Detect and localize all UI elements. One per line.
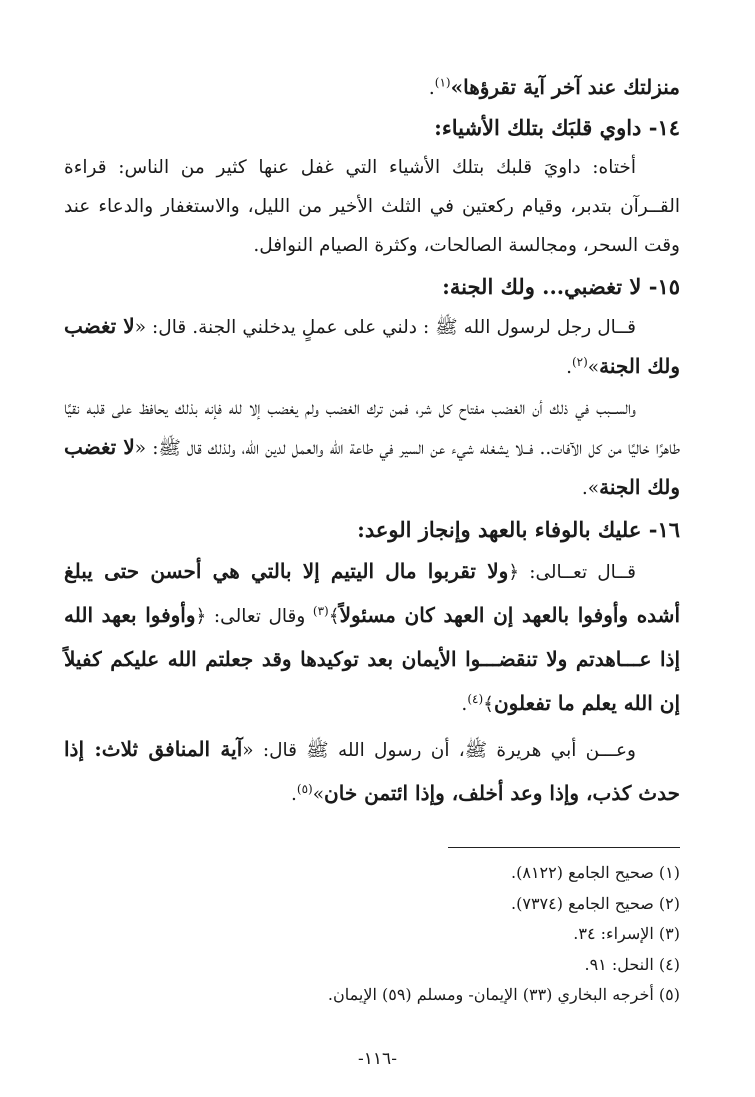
explanation-text: والســبب في ذلك أن الغضب مفتاح كل شر، فمن ترك الغضب ولم يغضب إلا لله فإنه بذلك يحافظ على قلبه نقيًا طاهرًا خاليًا من كل الآفات.. فــلا يشغله شيء عن السير في طاعة الله والعمل لدين الله، ولذلك قال ﷺ: « — [64, 398, 680, 459]
footnote-ref-3: (٣) — [312, 603, 329, 618]
footnote-ref-4: (٤) — [467, 691, 484, 706]
page-body — [64, 68, 680, 818]
verse-intro-2: وقال تعالى: ﴿ — [195, 606, 313, 627]
hadith-intro-text: قــال رجل لرسول الله ﷺ : دلني على عملٍ يدخلني الجنة. قال: « — [134, 317, 636, 338]
section-15-paragraph-1: قــال رجل لرسول الله ﷺ : دلني على عملٍ يدخلني الجنة. قال: «لا تغضب ولك الجنة»$^{(٢)}$. — [64, 314, 680, 378]
quote-close-2: ». — [581, 478, 600, 499]
intro-line: منزلتك عند آخر آية تقرؤها»$^{(١)}$. — [428, 75, 680, 99]
verse-2-bold: وأوفوا بعهد الله إذا عـــاهدتم ولا تنقضـــوا الأيمان بعد توكيدها وقد جعلتم الله عليكم كفيلاً إن الله يعلم ما تفعلون — [64, 603, 680, 715]
section-14-heading: ١٤- داوي قلبَك بتلك الأشياء: — [434, 115, 680, 140]
hadith-repeat-bold: لا تغضب ولك الجنة — [64, 435, 680, 499]
footnote-3: (٣) الإسراء: ٣٤. — [573, 924, 680, 943]
page-number: -١١٦- — [358, 1049, 397, 1069]
intro-text: منزلتك عند آخر آية تقرؤها» — [450, 75, 680, 99]
footnote-ref-1: (١) — [434, 75, 451, 90]
footnote-1: (١) صحيح الجامع (٨١٢٢). — [511, 863, 680, 882]
verse-2-close: ﴾ — [483, 694, 494, 715]
footnote-2: (٢) صحيح الجامع (٧٣٧٤). — [511, 893, 680, 913]
section-15-heading: ١٥- لا تغضبي... ولك الجنة: — [442, 274, 680, 299]
section-16-heading: ١٦- عليك بالوفاء بالعهد وإنجاز الوعد: — [357, 517, 680, 542]
hadith-2-close: » — [312, 784, 325, 805]
quote-close: » — [587, 357, 600, 378]
hadith-2-bold: آية المنافق ثلاث: إذا حدث كذب، وإذا وعد أخلف، وإذا ائتمن خان — [64, 737, 680, 805]
section-16-paragraph-1: قــال تعــالى: ﴿ولا تقربوا مال اليتيم إلا بالتي هي أحسن حتى يبلغ أشده وأوفوا بالعهد إن العهد كان مسئولاً﴾$^{(٣)}$ وقال تعالى: ﴿وأوفوا بعهد الله إذا عـــاهدتم ولا تنقضـــوا الأيمان بعد توكيدها وقد جعلتم الله عليكم كفيلاً إن الله يعلم ما تفعلون﴾$^{(٤)}$. — [64, 559, 680, 715]
section-16-paragraph-2: وعـــن أبي هريرة ﷺ، أن رسول الله ﷺ قال: «آية المنافق ثلاث: إذا حدث كذب، وإذا وعد أخلف، وإذا ائتمن خان»$^{(٥)}$. — [64, 737, 680, 805]
footnote-ref-2: (٢) — [571, 354, 588, 369]
footnote-5: (٥) أخرجه البخاري (٣٣) الإيمان- ومسلم (٥٩) الإيمان. — [327, 985, 680, 1004]
hadith-2-intro: وعـــن أبي هريرة ﷺ، أن رسول الله ﷺ قال: « — [242, 740, 636, 761]
verse-1-bold: ولا تقربوا مال اليتيم إلا بالتي هي أحسن حتى يبلغ أشده وأوفوا بالعهد إن العهد كان مسئولاً — [64, 559, 680, 627]
footnote-ref-5: (٥) — [296, 781, 313, 796]
footnotes — [64, 858, 680, 1011]
footnote-4: (٤) النحل: ٩١. — [584, 954, 680, 974]
section-15-paragraph-2 — [64, 389, 680, 508]
verse-1-close: ﴾ — [328, 606, 340, 627]
verse-intro-1: قــال تعــالى: ﴿ — [508, 562, 636, 583]
section-14-paragraph: أختاه: داويَ قلبك بتلك الأشياء التي غفل عنها كثير من الناس: قراءة القــرآن بتدبر، وقيام ركعتين في الثلث الأخير من الليل، والاستغفار والدعاء عند وقت السحر، ومجالسة الصالحات، وكثرة الصيام النوافل. — [64, 157, 680, 256]
hadith-quote-bold: لا تغضب ولك الجنة — [64, 314, 680, 378]
footnote-divider — [448, 847, 680, 848]
